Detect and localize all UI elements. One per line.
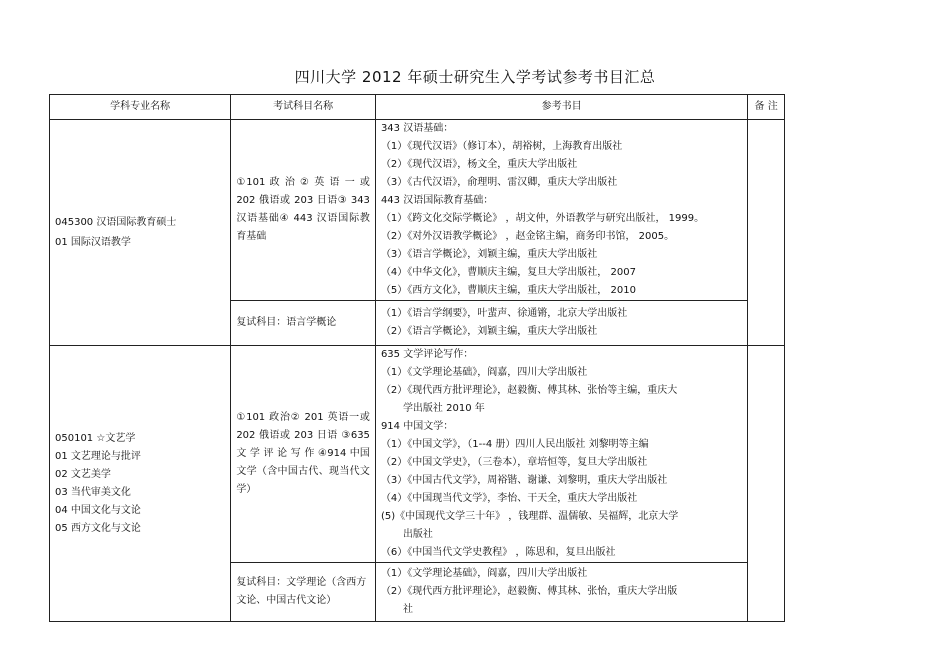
book-line: （1）《现代汉语》（修订本），胡裕树，上海教育出版社 xyxy=(380,141,623,152)
book-line: 914 中国文学： xyxy=(380,421,454,432)
exam-subjects: ①101 政治② 201 英语一或 202 俄语或 203 日语 ③635 文 学 评 论 写 作 ④914 中国文学（含中国古代、现当代文学） xyxy=(236,412,370,495)
page-title: 四川大学 2012 年硕士研究生入学考试参考书目汇总 xyxy=(294,68,656,86)
header-remark: 备 注 xyxy=(748,95,785,120)
exam-subjects: ①101 政 治 ② 英 语 一 或 202 俄语或 203 日语③ 343 汉语基础④ 443 汉语国际教育基础 xyxy=(236,177,370,242)
book-line: （3）《中国古代文学》，周裕锴、谢谦、刘黎明，重庆大学出版社 xyxy=(380,475,668,486)
retest-subject: 复试科目：文学理论（含西方文论、中国古代文论） xyxy=(236,577,367,606)
book-line: 学出版社 2010 年 xyxy=(402,403,485,414)
book-line: （3）《古代汉语》，俞理明、雷汉卿，重庆大学出版社 xyxy=(380,177,618,188)
book-line: （4）《中华文化》，曹顺庆主编，复旦大学出版社， 2007 xyxy=(380,267,636,278)
header-major: 学科专业名称 xyxy=(50,95,231,120)
book-line: 343 汉语基础： xyxy=(380,123,454,134)
book-line: （5）《西方文化》，曹顺庆主编，重庆大学出版社， 2010 xyxy=(380,285,636,296)
book-line: （2）《对外汉语教学概论》 ，赵金铭主编，商务印书馆， 2005。 xyxy=(380,231,675,242)
retest-books-cell xyxy=(375,301,747,346)
retest-cell xyxy=(231,563,376,622)
major-line: 050101 ☆文艺学 xyxy=(55,432,136,444)
book-line: （1）《跨文化交际学概论》 ，胡文仲，外语教学与研究出版社， 1999。 xyxy=(380,213,705,224)
book-list-table xyxy=(49,94,785,622)
book-line: （1）《文学理论基础》，阎嘉，四川大学出版社 xyxy=(380,568,588,579)
remark-cell xyxy=(748,120,785,346)
books-cell xyxy=(375,120,747,301)
book-line: （2）《中国文学史》，（三卷本），章培恒等，复旦大学出版社 xyxy=(380,457,648,468)
retest-subject: 复试科目：语言学概论 xyxy=(236,317,337,328)
book-line: （3）《语言学概论》，刘颖主编，重庆大学出版社 xyxy=(380,249,598,260)
book-line: （4）《中国现当代文学》，李怡、干天全，重庆大学出版社 xyxy=(380,493,638,504)
retest-books-cell xyxy=(375,563,747,622)
header-exam: 考试科目名称 xyxy=(231,95,376,120)
book-line: （6）《中国当代文学史教程》 ，陈思和，复旦出版社 xyxy=(380,547,616,558)
exam-cell xyxy=(231,346,376,563)
major-line: 04 中国文化与文论 xyxy=(55,504,141,516)
major-cell xyxy=(50,120,231,346)
book-line: 635 文学评论写作： xyxy=(380,349,474,360)
book-line: （1）《文学理论基础》，阎嘉，四川大学出版社 xyxy=(380,367,588,378)
major-line: 045300 汉语国际教育硕士 xyxy=(55,216,177,228)
book-line: （2）《现代西方批评理论》，赵毅衡、傅其林、张怡，重庆大学出版 xyxy=(380,586,678,597)
table-row xyxy=(50,120,785,301)
header-books: 参考书目 xyxy=(375,95,747,120)
table-header-row xyxy=(50,95,785,120)
book-line: 443 汉语国际教育基础： xyxy=(380,195,494,206)
table-row xyxy=(50,346,785,563)
major-line: 02 文艺美学 xyxy=(55,468,111,480)
book-line: （1）《语言学纲要》，叶蜚声、徐通锵，北京大学出版社 xyxy=(380,308,628,319)
retest-cell xyxy=(231,301,376,346)
major-line: 03 当代审美文化 xyxy=(55,486,131,498)
book-line: (5)《中国现代文学三十年》 ，钱理群、温儒敏、吴福辉，北京大学 xyxy=(380,511,679,522)
remark-cell xyxy=(748,346,785,622)
book-line: （2）《现代西方批评理论》，赵毅衡、傅其林、张怡等主编，重庆大 xyxy=(380,385,678,396)
major-line: 01 国际汉语教学 xyxy=(55,236,131,248)
book-line: 出版社 xyxy=(402,529,433,540)
major-line: 05 西方文化与文论 xyxy=(55,522,141,534)
book-line: （1）《中国文学》，（1--4 册）四川人民出版社 刘黎明等主编 xyxy=(380,439,649,450)
book-line: （2）《语言学概论》，刘颖主编，重庆大学出版社 xyxy=(380,326,598,337)
major-cell xyxy=(50,346,231,622)
book-line: 社 xyxy=(402,604,413,615)
book-line: （2）《现代汉语》，杨文全，重庆大学出版社 xyxy=(380,159,578,170)
major-line: 01 文艺理论与批评 xyxy=(55,450,141,462)
exam-cell xyxy=(231,120,376,301)
books-cell xyxy=(375,346,747,563)
